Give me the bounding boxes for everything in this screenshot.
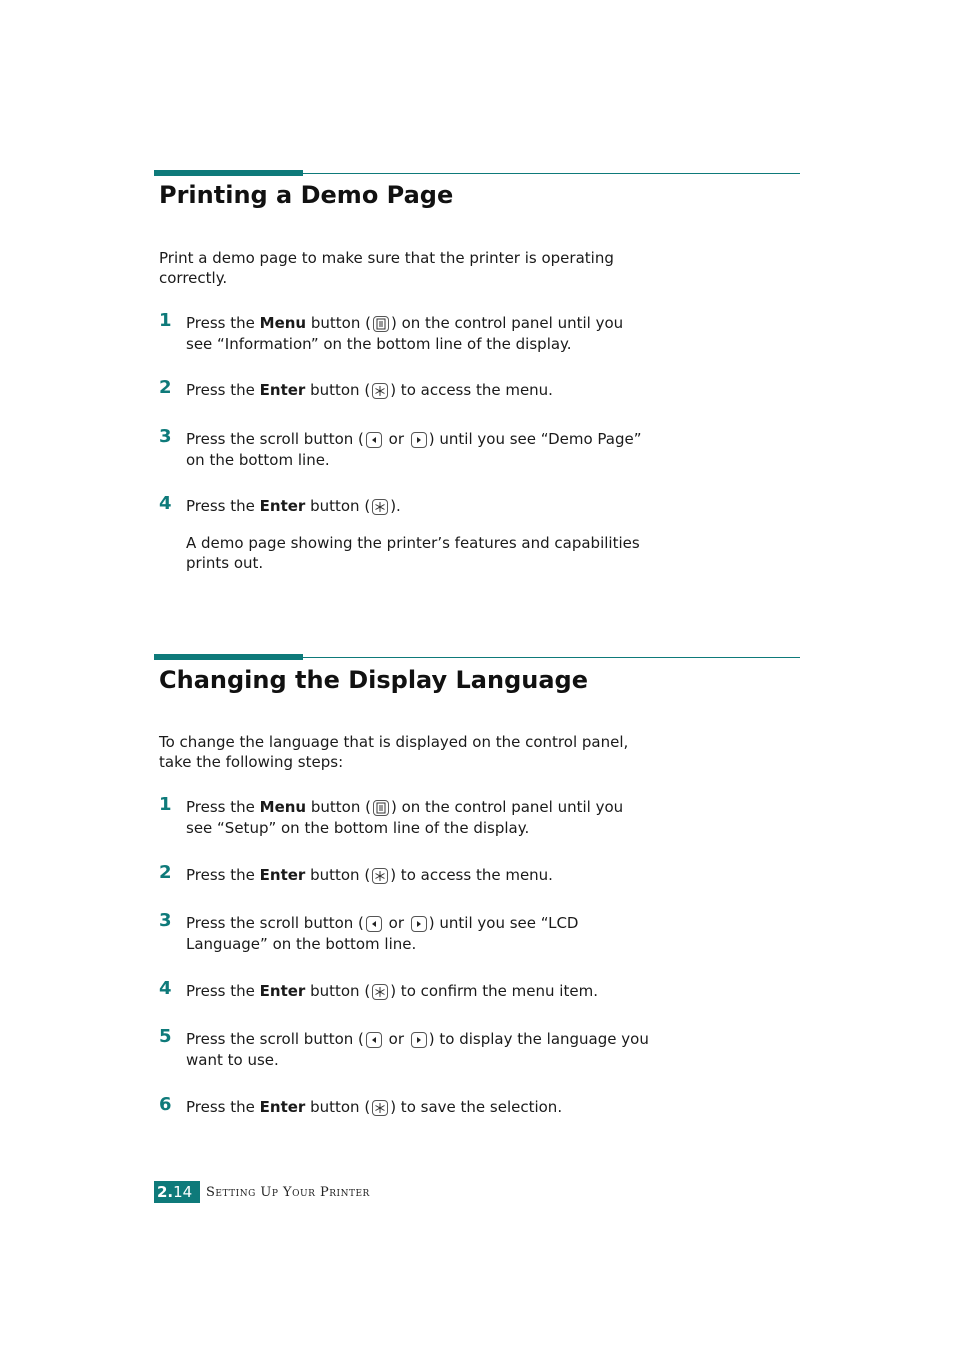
step-text: or	[383, 1030, 409, 1048]
step-text: ) until you see “LCD Language” on the bottom line.	[186, 914, 579, 953]
enter-button-icon	[372, 868, 388, 884]
step-text: ) on the control panel until you see “Information” on the bottom line of the display.	[186, 314, 624, 353]
step-text: button (	[306, 798, 371, 816]
step-item	[159, 310, 649, 355]
step-text: Press the	[186, 314, 260, 332]
step-result-note: A demo page showing the printer’s features and capabilities prints out.	[186, 534, 640, 572]
step-number: 4	[159, 978, 172, 999]
step-text: Press the scroll button (	[186, 914, 364, 932]
step-number: 2	[159, 862, 172, 883]
enter-button-icon	[372, 383, 388, 399]
step-text: ) to access the menu.	[390, 866, 553, 884]
step-text: ) to confirm the menu item.	[390, 982, 598, 1000]
step-bold-term: Enter	[259, 497, 306, 515]
page-number-badge	[154, 1181, 200, 1203]
step-text: button (	[306, 314, 371, 332]
step-item	[159, 377, 649, 401]
step-number: 5	[159, 1026, 172, 1047]
step-text: button (	[305, 1098, 371, 1116]
step-number: 2	[159, 377, 172, 398]
step-text: ) on the control panel until you see “Setup” on the bottom line of the display.	[186, 798, 624, 837]
step-number: 3	[159, 910, 172, 931]
scroll-right-icon	[411, 916, 427, 932]
section-title-demo-page: Printing a Demo Page	[159, 181, 454, 209]
section-title-display-language: Changing the Display Language	[159, 666, 588, 694]
step-number: 3	[159, 426, 172, 447]
step-text: button (	[305, 497, 371, 515]
step-text: Press the scroll button (	[186, 430, 364, 448]
scroll-left-icon	[366, 1032, 382, 1048]
step-text: Press the	[186, 497, 260, 515]
step-number: 1	[159, 794, 172, 815]
intro-display-language: To change the language that is displayed on the control panel, take the following steps:	[159, 733, 629, 771]
section-rule-thin	[303, 173, 800, 174]
step-number: 4	[159, 493, 172, 514]
step-text: Press the	[186, 1098, 260, 1116]
step-number: 1	[159, 310, 172, 331]
step-bold-term: Menu	[259, 314, 307, 332]
menu-button-icon	[373, 316, 389, 332]
section-rule-thin	[303, 657, 800, 658]
step-text: button (	[305, 982, 371, 1000]
page-number: 14	[173, 1183, 193, 1201]
step-text: ) to display the language you want to use.	[186, 1030, 649, 1069]
step-text: ) to access the menu.	[390, 381, 553, 399]
step-bold-term: Menu	[259, 798, 307, 816]
step-item	[159, 862, 649, 886]
intro-demo-page: Print a demo page to make sure that the printer is operating correctly.	[159, 249, 614, 287]
step-text: button (	[305, 381, 371, 399]
step-item	[159, 794, 649, 839]
step-text: Press the	[186, 866, 260, 884]
menu-button-icon	[373, 800, 389, 816]
step-item	[159, 978, 649, 1002]
enter-button-icon	[372, 1100, 388, 1116]
step-bold-term: Enter	[259, 982, 306, 1000]
step-bold-term: Enter	[259, 1098, 306, 1116]
step-text: Press the	[186, 381, 260, 399]
step-text: ) to save the selection.	[390, 1098, 563, 1116]
step-text: or	[383, 914, 409, 932]
section-rule-thick	[154, 654, 303, 660]
step-item	[159, 426, 649, 471]
step-text: ).	[390, 497, 401, 515]
step-item	[159, 910, 649, 955]
step-bold-term: Enter	[259, 381, 306, 399]
scroll-right-icon	[411, 432, 427, 448]
step-bold-term: Enter	[259, 866, 306, 884]
step-text: Press the	[186, 798, 260, 816]
step-item	[159, 1026, 649, 1071]
enter-button-icon	[372, 499, 388, 515]
step-item	[159, 493, 649, 573]
step-text: or	[383, 430, 409, 448]
scroll-left-icon	[366, 916, 382, 932]
step-text: ) until you see “Demo Page” on the bottom line.	[186, 430, 642, 469]
step-text: Press the	[186, 982, 260, 1000]
scroll-left-icon	[366, 432, 382, 448]
step-number: 6	[159, 1094, 172, 1115]
section-rule-thick	[154, 170, 303, 176]
enter-button-icon	[372, 984, 388, 1000]
step-text: Press the scroll button (	[186, 1030, 364, 1048]
chapter-title: Setting Up Your Printer	[206, 1185, 370, 1200]
scroll-right-icon	[411, 1032, 427, 1048]
step-text: button (	[305, 866, 371, 884]
chapter-number: 2.	[157, 1183, 174, 1201]
step-item	[159, 1094, 649, 1118]
